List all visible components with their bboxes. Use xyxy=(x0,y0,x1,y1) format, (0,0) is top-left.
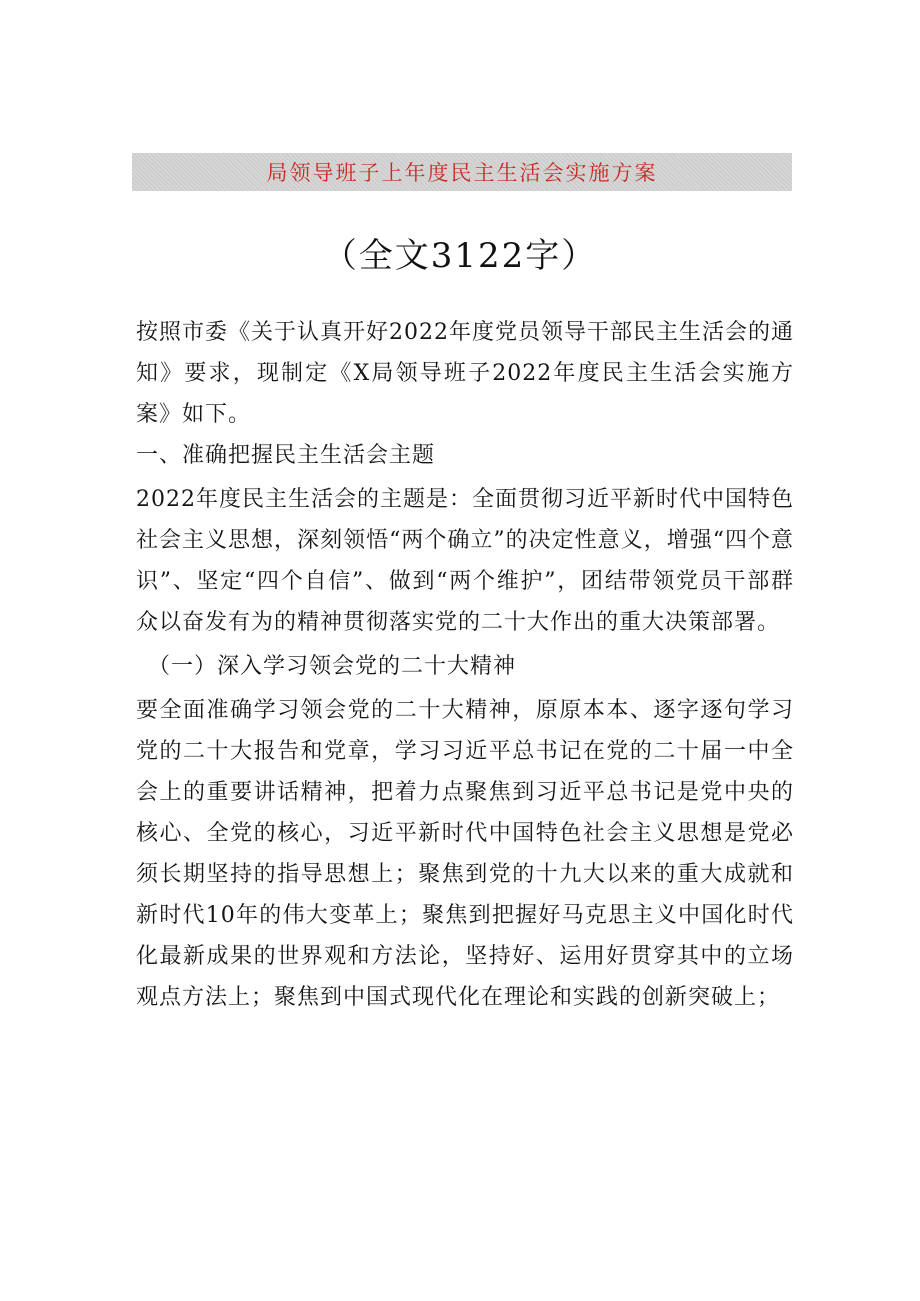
title-banner xyxy=(132,153,792,191)
intro-paragraph: 按照市委《关于认真开好2022年度党员领导干部民主生活会的通知》要求，现制定《X局领导班子2022年度民主生活会实施方案》如下。 xyxy=(136,320,794,427)
section-1-paragraph: 2022年度民主生活会的主题是：全面贯彻习近平新时代中国特色社会主义思想，深刻领悟“两个确立”的决定性意义，增强“四个意识”、坚定“四个自信”、做到“两个维护”，团结带领党员干部群众以奋发有为的精神贯彻落实党的二十大作出的重大决策部署。 xyxy=(136,487,794,635)
document-title: 局领导班子上年度民主生活会实施方案 xyxy=(266,161,658,185)
word-count-subtitle: （全文3122字） xyxy=(322,236,598,276)
document-body xyxy=(136,312,794,1018)
section-1-heading: 一、准确把握民主生活会主题 xyxy=(136,443,436,468)
subsection-1-paragraph: 要全面准确学习领会党的二十大精神，原原本本、逐字逐句学习党的二十大报告和党章，学习习近平总书记在党的二十届一中全会上的重要讲话精神，把着力点聚焦到习近平总书记是党中央的核心、全党的核心，习近平新时代中国特色社会主义思想是党必须长期坚持的指导思想上；聚焦到党的十九大以来的重大成就和新时代10年的伟大变革上；聚焦到把握好马克思主义中国化时代化最新成果的世界观和方法论，坚持好、运用好贯穿其中的立场观点方法上；聚焦到中国式现代化在理论和实践的创新突破上； xyxy=(136,698,794,1010)
subsection-1-heading: （一）深入学习领会党的二十大精神 xyxy=(148,654,517,679)
